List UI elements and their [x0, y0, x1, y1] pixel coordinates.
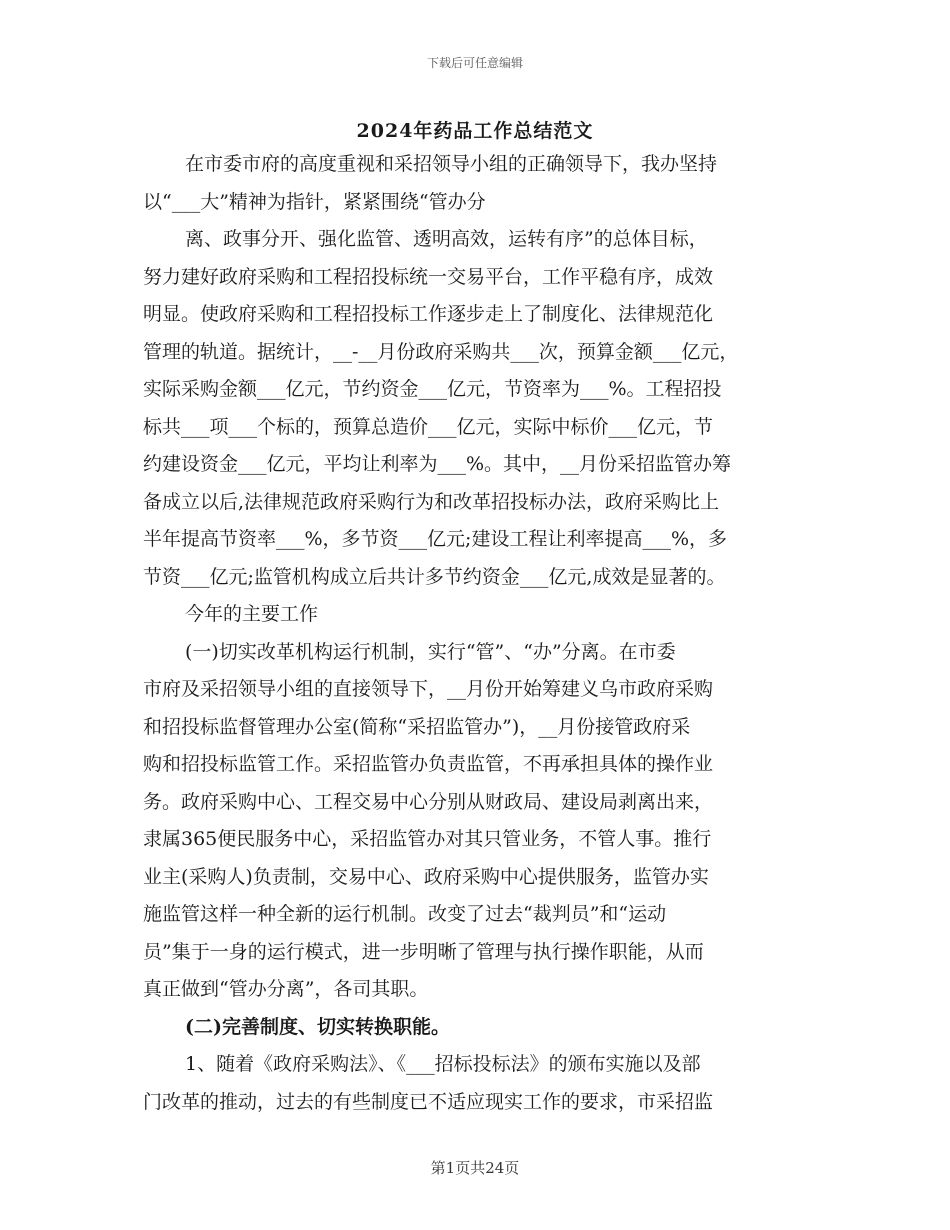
document-title: 2024年药品工作总结范文 [356, 120, 594, 142]
text-line: 以“___大”精神为指针，紧紧围绕“管办分 [143, 190, 486, 213]
text-line: 离、政事分开、强化监管、透明高效，运转有序”的总体目标， [185, 228, 708, 250]
text-line: 约建设资金___亿元，平均让利率为___%。其中，__月份采招监管办筹 [143, 453, 732, 475]
text-line: 市府及采招领导小组的直接领导下，__月份开始筹建义乌市政府采购 [143, 678, 714, 700]
text-line: 真正做到“管办分离”，各司其职。 [143, 978, 429, 1000]
page-header: 下载后可任意编辑 [426, 56, 523, 70]
section-heading: 今年的主要工作 [185, 603, 319, 625]
section-heading: (二)完善制度、切实转换职能。 [185, 1015, 450, 1038]
page-footer: 第1页共24页 [430, 1159, 520, 1177]
text-line: 购和招投标监管工作。采招监管办负责监管，不再承担具体的操作业 [143, 753, 714, 775]
text-line: 业主(采购人)负责制，交易中心、政府采购中心提供服务，监管办实 [143, 865, 709, 888]
text-line: 和招投标监督管理办公室(简称“采招监管办”)，__月份接管政府采 [143, 715, 691, 738]
text-line: 实际采购金额___亿元，节约资金___亿元，节资率为___%。工程招投 [143, 378, 722, 400]
text-line: 节资___亿元;监管机构成立后共计多节约资金___亿元,成效是显著的。 [143, 565, 726, 588]
document-body [143, 146, 809, 1121]
text-line: 门改革的推动，过去的有些制度已不适应现实工作的要求，市采招监 [143, 1090, 714, 1113]
text-line: 务。政府采购中心、工程交易中心分别从财政局、建设局剥离出来， [143, 790, 714, 813]
text-line: 备成立以后,法律规范政府采购行为和改革招投标办法，政府采购比上 [143, 490, 720, 513]
text-line: 努力建好政府采购和工程招投标统一交易平台，工作平稳有序，成效 [143, 265, 714, 288]
text-line: 员”集于一身的运行模式，进一步明晰了管理与执行操作职能，从而 [143, 940, 704, 963]
text-line: 1、随着《政府采购法》、《___招标投标法》的颁布实施以及部 [185, 1053, 701, 1075]
text-line: 施监管这样一种全新的运行机制。改变了过去“裁判员”和“运动 [143, 903, 667, 925]
text-line: 标共___项___个标的，预算总造价___亿元，实际中标价___亿元，节 [143, 415, 714, 438]
text-line: (一)切实改革机构运行机制，实行“管”、“办”分离。在市委 [185, 640, 676, 663]
text-line: 半年提高节资率___%，多节资___亿元;建设工程让利率提高___%，多 [143, 528, 728, 550]
text-line: 隶属365便民服务中心，采招监管办对其只管业务，不管人事。推行 [143, 828, 712, 850]
text-line: 在市委市府的高度重视和采招领导小组的正确领导下，我办坚持 [185, 153, 718, 175]
text-line: 管理的轨道。据统计，__-__月份政府采购共___次，预算金额___亿元， [143, 340, 739, 363]
text-line: 明显。使政府采购和工程招投标工作逐步走上了制度化、法律规范化 [143, 303, 714, 325]
